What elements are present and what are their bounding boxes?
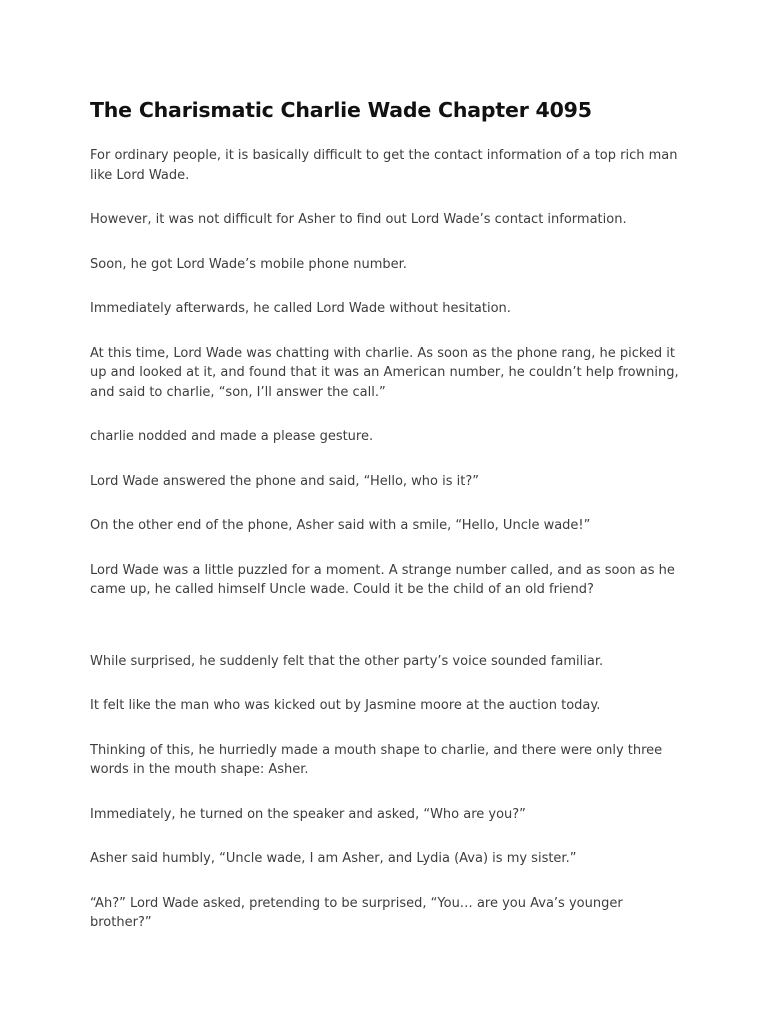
paragraph-11: It felt like the man who was kicked out by Jasmine moore at the auction today. (90, 698, 601, 713)
paragraph-5: At this time, Lord Wade was chatting with charlie. As soon as the phone rang, he picked it up and looked at it, and found that it was an American number, he couldn’t help frowning, and said to charlie, “son, I’ll answer the call.” (90, 345, 679, 400)
paragraph-2: However, it was not difficult for Asher to find out Lord Wade’s contact information. (90, 212, 627, 227)
document-page (90, 96, 680, 958)
paragraph-13: Immediately, he turned on the speaker and asked, “Who are you?” (90, 806, 526, 822)
paragraph-7: Lord Wade answered the phone and said, “Hello, who is it?” (90, 473, 479, 489)
paragraph-1: For ordinary people, it is basically difficult to get the contact information of a top rich man like Lord Wade. (90, 148, 678, 183)
paragraph-9: Lord Wade was a little puzzled for a moment. A strange number called, and as soon as he came up, he called himself Uncle wade. Could it be the child of an old friend? (90, 562, 675, 597)
paragraph-4: Immediately afterwards, he called Lord Wade without hesitation. (90, 301, 511, 316)
chapter-title: The Charismatic Charlie Wade Chapter 4095 (90, 98, 592, 122)
paragraph-8: On the other end of the phone, Asher said with a smile, “Hello, Uncle wade!” (90, 518, 591, 533)
paragraph-14: Asher said humbly, “Uncle wade, I am Asher, and Lydia (Ava) is my sister.” (90, 851, 577, 866)
paragraph-15: “Ah?” Lord Wade asked, pretending to be surprised, “You… are you Ava’s younger brother?” (90, 895, 623, 930)
paragraph-3: Soon, he got Lord Wade’s mobile phone number. (90, 256, 407, 272)
paragraph-6: charlie nodded and made a please gesture. (90, 429, 374, 444)
paragraph-10: While surprised, he suddenly felt that the other party’s voice sounded familiar. (90, 653, 604, 669)
paragraph-12: Thinking of this, he hurriedly made a mouth shape to charlie, and there were only three words in the mouth shape: Asher. (90, 742, 663, 777)
